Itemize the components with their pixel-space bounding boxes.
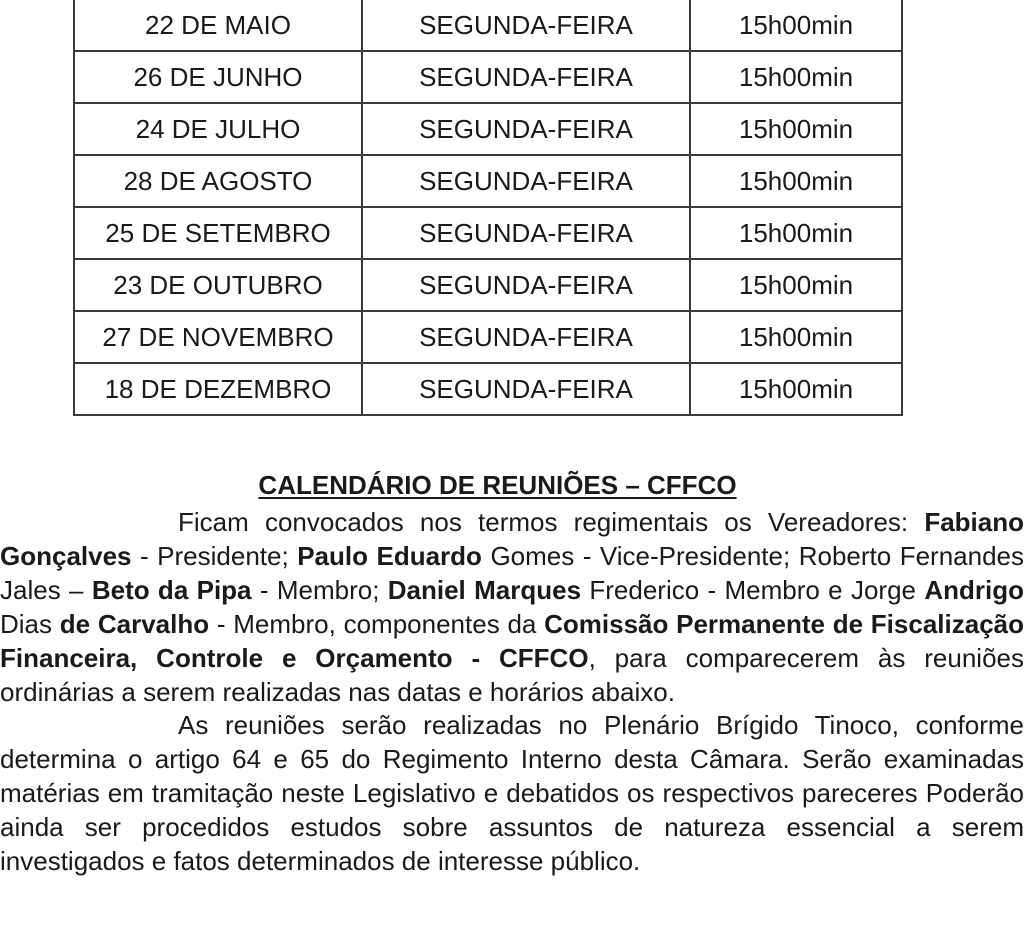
paragraph-text: Frederico - Membro e Jorge	[581, 574, 925, 605]
table-row	[74, 155, 902, 207]
paragraph-text: - Presidente;	[131, 540, 298, 571]
time-cell: 15h00min	[690, 259, 902, 311]
meeting-schedule-table	[73, 0, 903, 416]
date-cell: 28 DE AGOSTO	[74, 155, 362, 207]
paragraph-text: - Membro;	[251, 574, 388, 605]
time-cell: 15h00min	[690, 363, 902, 415]
weekday-cell: SEGUNDA-FEIRA	[362, 51, 690, 103]
table-row	[74, 103, 902, 155]
paragraph-text: - Membro, componentes da	[209, 608, 545, 639]
committee-name: Comissão Permanente de Fiscalização Financeira, Controle e Orçamento - CFFCO	[0, 608, 1024, 673]
time-cell: 15h00min	[690, 51, 902, 103]
section-title: CALENDÁRIO DE REUNIÕES – CFFCO	[258, 470, 737, 500]
table-row	[74, 51, 902, 103]
paragraph-text: Ficam convocados nos termos regimentais os Vereadores:	[178, 507, 925, 537]
weekday-cell: SEGUNDA-FEIRA	[362, 259, 690, 311]
member-name: Beto da Pipa	[91, 574, 252, 605]
meeting-details-paragraph: As reuniões serão realizadas no Plenário Brígido Tinoco, conforme determina o artigo 64 e 65 do Regimento Interno desta Câmara. Serão examinadas matérias em tramitação neste Legislativo e debatidos os respectivos pareceres Poderão ainda ser procedidos estudos sobre assuntos de natureza essencial a serem investigados e fatos determinados de interesse público.	[0, 710, 1024, 877]
time-cell: 15h00min	[690, 0, 902, 51]
member-name: Fabiano Gonçalves	[0, 507, 1024, 571]
date-cell: 23 DE OUTUBRO	[74, 259, 362, 311]
member-name: de Carvalho	[59, 608, 210, 639]
member-name: Paulo Eduardo	[297, 540, 482, 571]
weekday-cell: SEGUNDA-FEIRA	[362, 311, 690, 363]
time-cell: 15h00min	[690, 207, 902, 259]
date-cell: 22 DE MAIO	[74, 0, 362, 51]
table-row	[74, 0, 902, 51]
weekday-cell: SEGUNDA-FEIRA	[362, 155, 690, 207]
paragraph-text: , para comparecerem às reuniões ordinárias a serem realizadas nas datas e horários abaixo.	[0, 642, 1024, 707]
date-cell: 25 DE SETEMBRO	[74, 207, 362, 259]
time-cell: 15h00min	[690, 155, 902, 207]
time-cell: 15h00min	[690, 103, 902, 155]
time-cell: 15h00min	[690, 311, 902, 363]
paragraph-text: Dias	[0, 608, 60, 639]
convocation-paragraph	[0, 506, 1024, 709]
weekday-cell: SEGUNDA-FEIRA	[362, 363, 690, 415]
meeting-schedule-table-wrap	[73, 0, 901, 416]
paragraph-text: Gomes - Vice-Presidente; Roberto Fernandes Jales –	[0, 540, 1024, 605]
date-cell: 27 DE NOVEMBRO	[74, 311, 362, 363]
weekday-cell: SEGUNDA-FEIRA	[362, 0, 690, 51]
table-row	[74, 259, 902, 311]
member-name: Daniel Marques	[387, 574, 582, 605]
table-row	[74, 311, 902, 363]
date-cell: 18 DE DEZEMBRO	[74, 363, 362, 415]
member-name: Andrigo	[924, 574, 1024, 605]
section-heading	[0, 470, 1031, 501]
date-cell: 24 DE JULHO	[74, 103, 362, 155]
weekday-cell: SEGUNDA-FEIRA	[362, 207, 690, 259]
table-row	[74, 363, 902, 415]
weekday-cell: SEGUNDA-FEIRA	[362, 103, 690, 155]
date-cell: 26 DE JUNHO	[74, 51, 362, 103]
body-text	[0, 506, 1024, 879]
table-row	[74, 207, 902, 259]
